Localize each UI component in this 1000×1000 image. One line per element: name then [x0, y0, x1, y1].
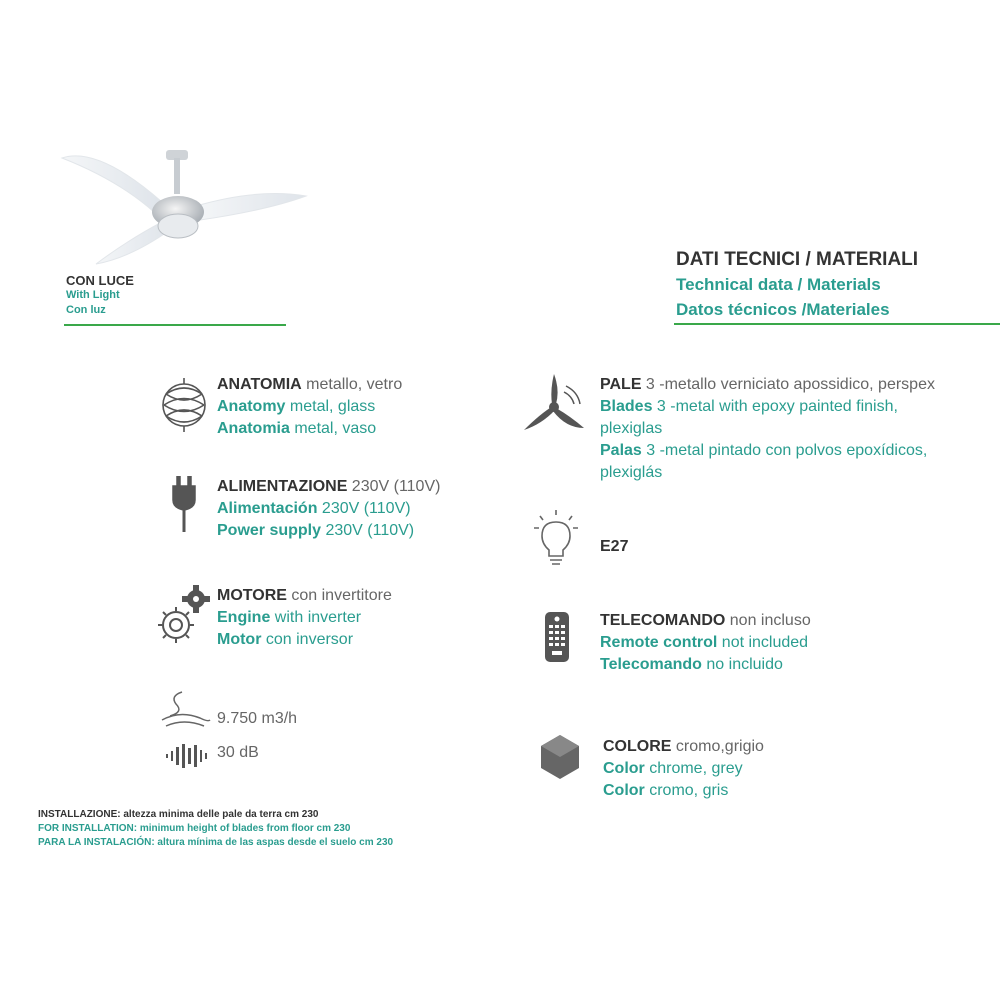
airflow-value: 9.750 m3/h [217, 710, 298, 727]
divider-right [674, 323, 1000, 325]
caption-it: CON LUCE [66, 273, 134, 288]
remote-value-en: not included [717, 634, 809, 651]
wind-icon [160, 690, 212, 730]
remote-control-icon [544, 611, 570, 663]
caption-en: With Light [66, 289, 120, 301]
spec-color [603, 736, 764, 802]
remote-key-es: Telecomando [600, 656, 702, 673]
anatomy-key-es: Anatomia [217, 420, 290, 437]
power-value-it: 230V (110V) [347, 478, 441, 495]
power-key-it: ALIMENTAZIONE [217, 478, 348, 495]
blades-key-it: PALE [600, 376, 642, 393]
motor-key-en: Engine [217, 609, 271, 626]
bulb-value: E27 [600, 538, 629, 555]
title-en: Technical data / Materials [676, 275, 881, 294]
spec-anatomy [217, 374, 402, 440]
color-key-it: COLORE [603, 738, 672, 755]
product-image [58, 140, 310, 272]
blades-value-en-cont: plexiglas [600, 420, 663, 437]
installation-it: INSTALLAZIONE: altezza minima delle pale da terra cm 230 [38, 809, 319, 820]
hexagon-cube-icon [540, 734, 580, 780]
sound-wave-icon [166, 742, 210, 770]
section-title [676, 247, 918, 322]
anatomy-key-en: Anatomy [217, 398, 286, 415]
anatomy-value-es: metal, vaso [289, 420, 377, 437]
installation-es: PARA LA INSTALACIÓN: altura mínima de las aspas desde el suelo cm 230 [38, 837, 394, 848]
power-plug-icon [170, 476, 198, 534]
anatomy-key-it: ANATOMIA [217, 376, 302, 393]
motor-key-es: Motor [217, 631, 262, 648]
spec-blades [600, 374, 935, 484]
spec-motor [217, 585, 392, 651]
color-value-es: cromo, gris [644, 782, 729, 799]
motor-value-es: con inversor [261, 631, 354, 648]
remote-value-it: non incluso [725, 612, 811, 629]
color-value-it: cromo,grigio [671, 738, 764, 755]
divider-left [64, 324, 286, 326]
ceiling-fan-illustration [58, 140, 310, 272]
noise-value: 30 dB [217, 744, 259, 761]
color-key-en: Color [603, 760, 645, 777]
title-es: Datos técnicos /Materiales [676, 300, 890, 319]
blades-value-it: 3 -metallo verniciato apossidico, perspex [641, 376, 935, 393]
sphere-mesh-icon [160, 376, 208, 434]
product-caption [66, 273, 134, 318]
power-value-en: 230V (110V) [321, 522, 415, 539]
blades-key-es: Palas [600, 442, 642, 459]
remote-key-en: Remote control [600, 634, 718, 651]
power-value-es: 230V (110V) [317, 500, 411, 517]
fan-blades-icon [520, 370, 586, 436]
light-bulb-icon [532, 508, 580, 568]
blades-value-es-cont: plexiglás [600, 464, 663, 481]
spec-remote [600, 610, 811, 676]
color-value-en: chrome, grey [644, 760, 743, 777]
spec-bulb [600, 536, 628, 558]
blades-key-en: Blades [600, 398, 653, 415]
power-key-en: Power supply [217, 522, 322, 539]
blades-value-es: 3 -metal pintado con polvos epoxídicos, [641, 442, 928, 459]
anatomy-value-en: metal, glass [285, 398, 376, 415]
installation-en: FOR INSTALLATION: minimum height of blades from floor cm 230 [38, 823, 351, 834]
motor-value-it: con invertitore [286, 587, 392, 604]
title-it: DATI TECNICI / MATERIALI [676, 249, 919, 270]
power-key-es: Alimentación [217, 500, 318, 517]
gears-icon [154, 585, 216, 647]
anatomy-value-it: metallo, vetro [301, 376, 403, 393]
remote-value-es: no incluido [701, 656, 783, 673]
caption-es: Con luz [66, 304, 106, 316]
blades-value-en: 3 -metal with epoxy painted finish, [652, 398, 898, 415]
remote-key-it: TELECOMANDO [600, 612, 726, 629]
spec-power [217, 476, 440, 542]
color-key-es: Color [603, 782, 645, 799]
motor-value-en: with inverter [270, 609, 362, 626]
installation-note [38, 808, 393, 850]
motor-key-it: MOTORE [217, 587, 287, 604]
